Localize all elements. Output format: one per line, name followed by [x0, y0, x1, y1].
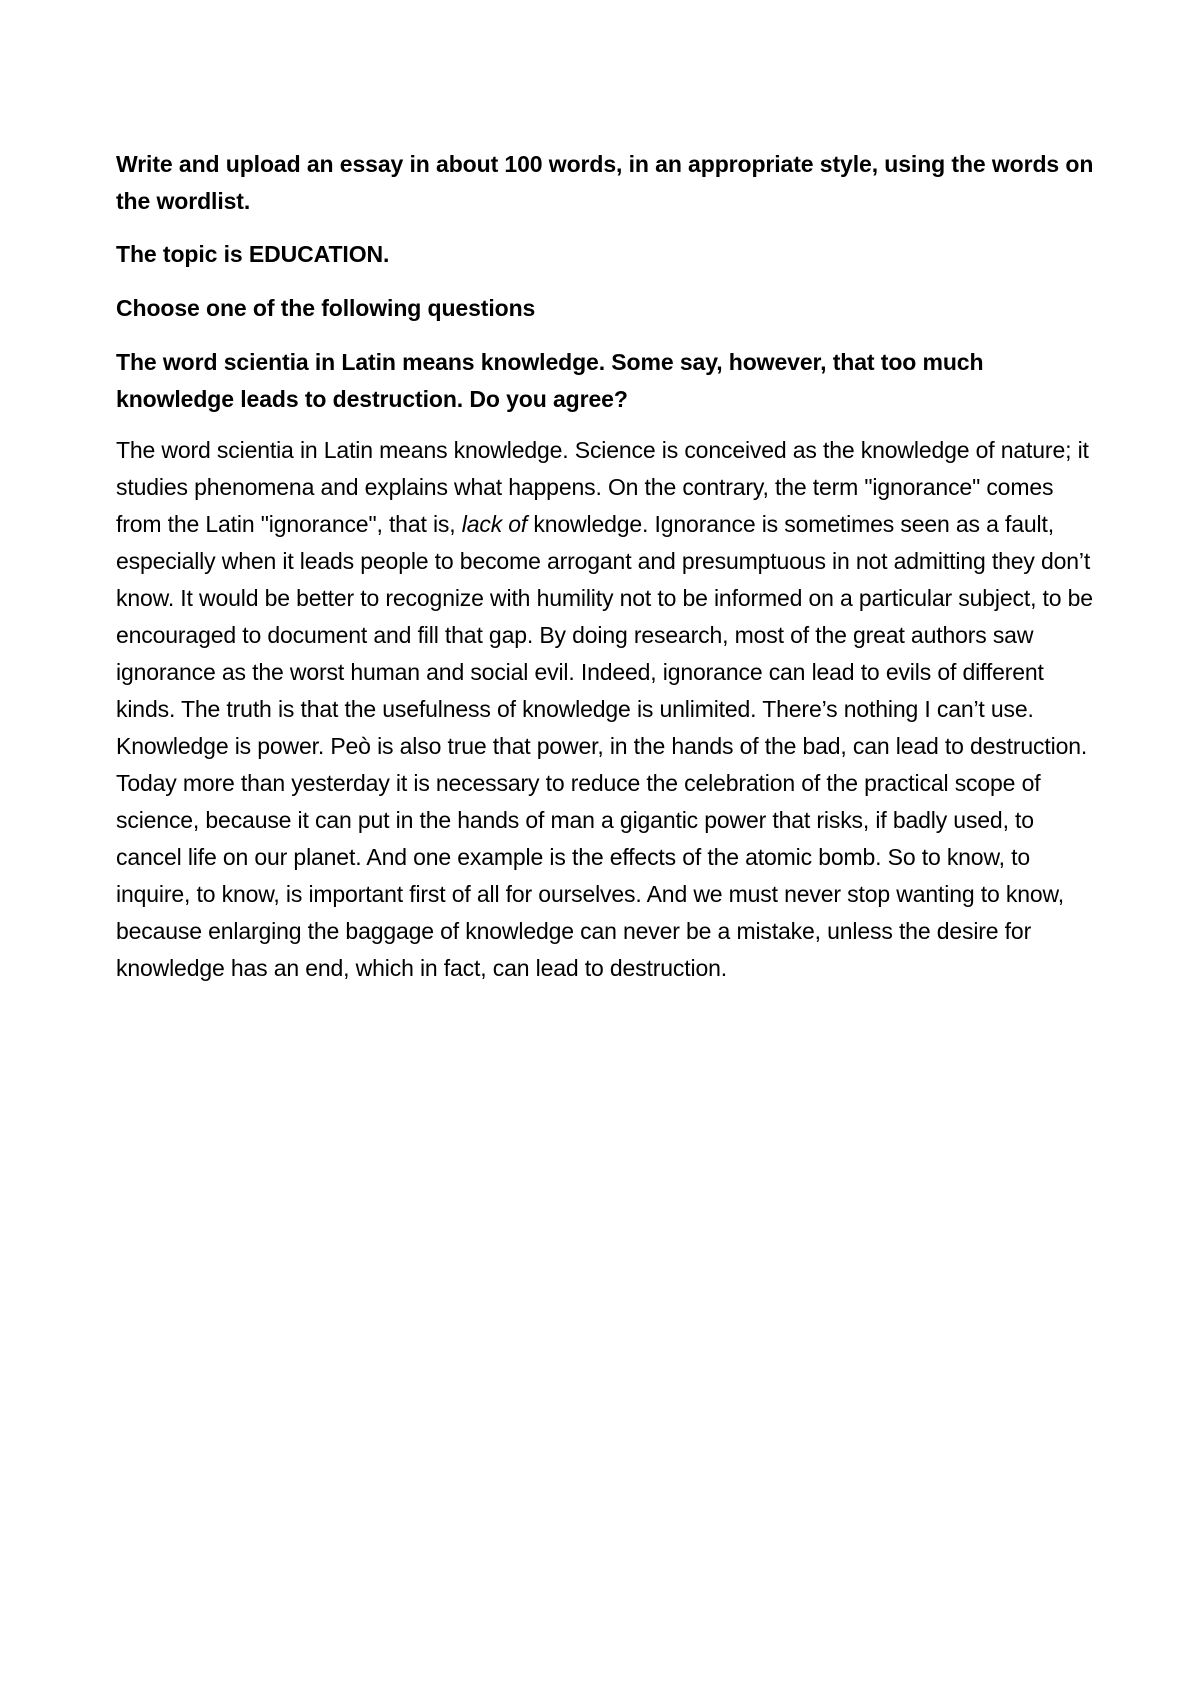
essay-text-part-2: knowledge. Ignorance is sometimes seen as a fault, especially when it leads people to become arrogant and presumptuous in not admitting they don’t know. It would be better to recognize with humility not to be informed on a particular subject, to be encouraged to document and fill that gap. By doing research, most of the great authors saw ignorance as the worst human and social evil. Indeed, ignorance can lead to evils of different kinds. The truth is that the usefulness of knowledge is unlimited. There’s nothing I can’t use. Knowledge is power. Peò is also true that power, in the hands of the bad, can lead to destruction. Today more than yesterday it is necessary to reduce the celebration of the practical scope of science, because it can put in the hands of man a gigantic power that risks, if badly used, to cancel life on our planet. And one example is the effects of the atomic bomb. So to know, to inquire, to know, is important first of all for ourselves. And we must never stop wanting to know, because enlarging the baggage of knowledge can never be a mistake, unless the desire for knowledge has an end, which in fact, can lead to destruction.	[116, 511, 1093, 981]
document-content	[116, 146, 1096, 987]
essay-question: The word scientia in Latin means knowledge. Some say, however, that too much knowledge leads to destruction. Do you agree?	[116, 349, 984, 412]
essay-body	[116, 432, 1096, 987]
assignment-topic: The topic is EDUCATION.	[116, 241, 390, 267]
essay-text-part-1: The word scientia in Latin means knowledge. Science is conceived as the knowledge of nature; it studies phenomena and explains what happens. On the contrary, the term "ignorance" comes from the Latin "ignorance", that is,	[116, 437, 1089, 537]
assignment-choose-prompt: Choose one of the following questions	[116, 295, 536, 321]
assignment-instruction: Write and upload an essay in about 100 words, in an appropriate style, using the words on the wordlist.	[116, 151, 1094, 214]
essay-italic-phrase: lack of	[461, 511, 528, 537]
